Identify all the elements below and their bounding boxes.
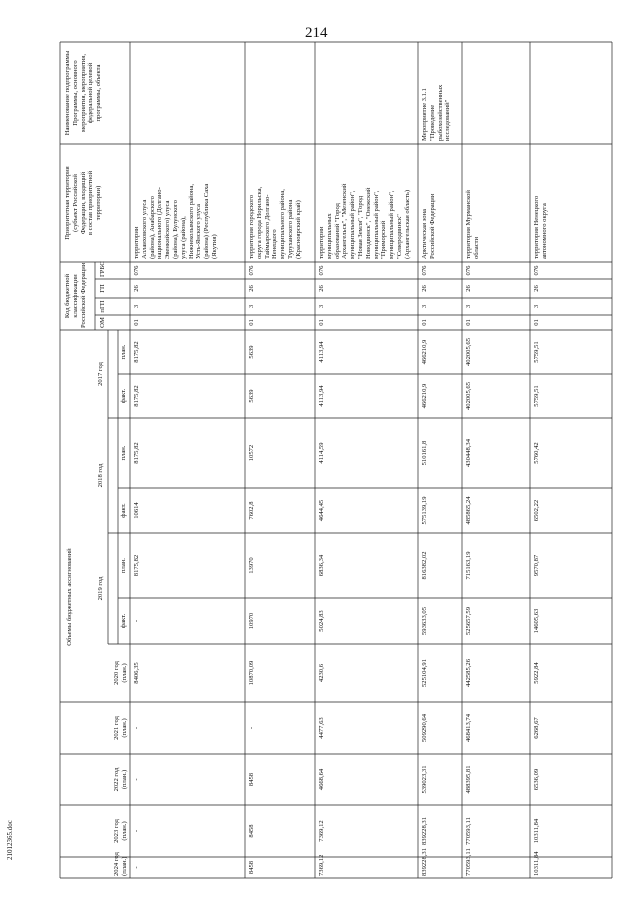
row-3-value-8 bbox=[421, 756, 429, 803]
row-1-value-2-line: 10572 bbox=[248, 444, 255, 462]
row-5-value-2-line: 5760,42 bbox=[533, 442, 540, 464]
row-3-value-2 bbox=[421, 420, 429, 486]
header-plan-4-line: план. bbox=[120, 558, 127, 573]
row-2-territory-line: муниципальный район", bbox=[388, 190, 396, 259]
row-5-value-3-line: 6502,22 bbox=[533, 499, 540, 522]
row-5-grbs bbox=[533, 264, 541, 277]
row-0-territory-line: территории bbox=[133, 226, 140, 259]
row-4-value-10 bbox=[465, 848, 473, 876]
row-1-territory-line: территория городского bbox=[248, 194, 255, 259]
row-5-value-5 bbox=[533, 600, 541, 642]
header-year-2019 bbox=[97, 535, 105, 642]
row-1-gp bbox=[248, 281, 256, 296]
row-3-value-8-line: 539023,31 bbox=[421, 765, 428, 794]
header-year-2020 bbox=[113, 646, 129, 700]
row-3-value-4 bbox=[421, 535, 429, 596]
header-budget-code-line: классификации bbox=[71, 274, 79, 318]
row-2-value-4-line: 6836,34 bbox=[318, 554, 325, 577]
row-0-territory-line: (района) (Республика Саха bbox=[203, 183, 211, 259]
header-year-2024-line: 2024 год bbox=[113, 852, 120, 876]
row-0-grbs bbox=[133, 264, 141, 277]
row-5-value-1 bbox=[533, 376, 541, 416]
header-program-name-line: федеральной целевой bbox=[87, 62, 95, 124]
row-2-value-7 bbox=[318, 704, 326, 752]
header-kbk-2-line: пГП bbox=[99, 300, 106, 313]
row-0-territory-line: национального (Долгано- bbox=[156, 187, 164, 259]
row-4-value-6 bbox=[465, 646, 473, 700]
header-priority-territory-line: в состав приоритетной bbox=[87, 170, 95, 236]
row-4-value-7 bbox=[465, 704, 473, 752]
row-3-value-4-line: 816382,02 bbox=[421, 551, 428, 580]
row-5-value-9 bbox=[533, 807, 541, 855]
row-0-territory-line: Нижнеколымского района, bbox=[187, 183, 195, 259]
row-1-territory-line: Таймырского Долгано- bbox=[263, 194, 271, 259]
header-fact-3 bbox=[120, 490, 128, 531]
row-1-value-6 bbox=[248, 646, 256, 700]
row-2-territory-line: муниципальный район", bbox=[372, 190, 380, 259]
row-4-territory bbox=[465, 190, 481, 259]
row-3-value-6-line: 525104,91 bbox=[421, 658, 428, 688]
row-2-territory-line: территории bbox=[318, 226, 325, 259]
row-2-value-7-line: 4477,63 bbox=[318, 717, 325, 739]
row-5-value-9-line: 10311,84 bbox=[533, 818, 540, 844]
header-fact-1 bbox=[120, 376, 128, 416]
row-2-value-6 bbox=[318, 646, 326, 700]
header-plan-2-line: план. bbox=[120, 445, 127, 461]
row-2-value-10-line: 7369,12 bbox=[318, 854, 325, 876]
row-2-territory bbox=[318, 184, 412, 259]
row-4-value-8 bbox=[465, 756, 473, 803]
row-3-value-9-line: 839228,31 bbox=[421, 816, 428, 846]
row-1-territory-line: Ненецкого bbox=[271, 229, 279, 259]
row-1-value-7 bbox=[248, 704, 256, 752]
row-2-territory-line: "Приморский bbox=[380, 220, 388, 259]
row-2-value-8-line: 4668,64 bbox=[318, 768, 325, 791]
row-3-gp bbox=[421, 281, 429, 296]
row-5-value-3 bbox=[533, 490, 541, 531]
row-4-territory-line: территория Мурманской bbox=[465, 190, 472, 259]
row-5-value-0 bbox=[533, 332, 541, 372]
row-3-pgp-line: 3 bbox=[421, 304, 428, 309]
row-3-value-0-line: 466210,9 bbox=[421, 339, 428, 365]
row-5-territory bbox=[533, 196, 549, 259]
header-year-2020-line: (план.) bbox=[120, 663, 128, 683]
row-4-pgp-line: 3 bbox=[465, 304, 472, 309]
row-1-grbs bbox=[248, 264, 256, 277]
row-0-territory-line: (Якутия) bbox=[210, 234, 218, 259]
row-1-value-9-line: 8458 bbox=[248, 824, 255, 838]
row-2-value-5-line: 5024,83 bbox=[318, 610, 325, 632]
row-3-value-3 bbox=[421, 490, 429, 531]
row-3-program-name-line: рыбохозяйственных bbox=[436, 84, 444, 141]
row-0-value-8 bbox=[133, 756, 141, 803]
row-5-om bbox=[533, 317, 541, 328]
row-3-territory-line: Арктическая зона bbox=[421, 209, 428, 259]
row-0-value-8-line: - bbox=[133, 778, 140, 781]
row-3-program-name-line: Мероприятие 3.1.1 bbox=[421, 88, 428, 141]
row-0-value-2 bbox=[133, 420, 141, 486]
row-3-territory bbox=[421, 194, 437, 259]
row-2-territory-line: муниципальный район", bbox=[349, 190, 357, 259]
row-2-value-0-line: 4113,94 bbox=[318, 341, 325, 363]
row-2-gp-line: 26 bbox=[318, 285, 325, 292]
row-4-value-6-line: 442585,26 bbox=[465, 658, 472, 688]
row-0-value-6-line: 8406,35 bbox=[133, 662, 140, 684]
row-1-grbs-line: 076 bbox=[248, 265, 255, 276]
row-0-grbs-line: 076 bbox=[133, 265, 140, 276]
row-3-territory-line: Российской Федерации bbox=[428, 193, 436, 259]
header-year-2020-line: 2020 год bbox=[113, 661, 120, 685]
row-0-value-3-line: 10614 bbox=[133, 502, 140, 519]
row-0-value-1 bbox=[133, 376, 141, 416]
row-0-value-6 bbox=[133, 646, 141, 700]
row-4-value-3-line: 485865,24 bbox=[465, 496, 472, 525]
row-3-om bbox=[421, 317, 429, 328]
row-2-territory-line: (Архангельская область) bbox=[403, 189, 411, 259]
header-plan-2 bbox=[120, 420, 128, 486]
row-3-value-5 bbox=[421, 600, 429, 642]
header-kbk-1 bbox=[99, 281, 107, 296]
header-program-name-line: Наименование подпрограммы bbox=[64, 50, 71, 136]
row-2-territory-line: "Новая Земля", "Город bbox=[356, 195, 364, 259]
row-0-om bbox=[133, 317, 141, 328]
header-kbk-0 bbox=[99, 261, 107, 277]
header-kbk-2 bbox=[99, 300, 107, 313]
row-0-territory-line: (района), Анабарского bbox=[148, 196, 156, 259]
header-fact-3-line: факт. bbox=[120, 503, 127, 518]
row-1-value-4-line: 13970 bbox=[248, 557, 255, 574]
header-program-name-line: Программы, основного bbox=[71, 60, 79, 126]
row-1-value-0-line: 5639 bbox=[248, 345, 255, 359]
row-1-value-7-line: - bbox=[248, 726, 255, 730]
row-5-pgp bbox=[533, 300, 541, 313]
header-kbk-0-line: ГРБС bbox=[99, 261, 106, 277]
row-4-value-3 bbox=[465, 490, 473, 531]
header-budget-code-line: Российской Федерации bbox=[79, 262, 87, 328]
row-2-pgp-line: 3 bbox=[318, 304, 325, 309]
header-kbk-3-line: ОМ bbox=[99, 317, 106, 328]
header-kbk-3 bbox=[99, 317, 107, 328]
row-2-territory-line: муниципальных bbox=[325, 213, 333, 259]
row-4-value-5-line: 525657,59 bbox=[465, 606, 472, 636]
row-2-value-2 bbox=[318, 420, 326, 486]
header-year-2019-line: 2019 год bbox=[97, 576, 104, 601]
row-3-value-3-line: 575139,19 bbox=[421, 496, 428, 525]
header-year-2018 bbox=[97, 420, 105, 531]
header-program-name bbox=[64, 44, 103, 142]
row-3-grbs-line: 076 bbox=[421, 265, 428, 276]
row-2-value-8 bbox=[318, 756, 326, 803]
row-1-territory-line: (Красноярский край) bbox=[294, 200, 302, 259]
row-2-om-line: 01 bbox=[318, 319, 325, 326]
row-0-value-9 bbox=[133, 807, 141, 855]
row-5-value-10-line: 10311,84 bbox=[533, 851, 540, 876]
row-1-value-5-line: 10970 bbox=[248, 612, 255, 630]
row-5-value-6 bbox=[533, 646, 541, 700]
row-4-value-8-line: 488395,81 bbox=[465, 765, 472, 794]
row-2-value-1-line: 4113,94 bbox=[318, 385, 325, 407]
row-1-value-2 bbox=[248, 420, 256, 486]
row-3-program-name-line: "Проведение bbox=[428, 104, 436, 141]
row-0-gp-line: 26 bbox=[133, 285, 140, 292]
row-4-grbs-line: 076 bbox=[465, 265, 472, 276]
row-4-value-4-line: 715163,19 bbox=[465, 551, 472, 580]
row-0-value-9-line: - bbox=[133, 829, 140, 833]
row-0-value-10 bbox=[133, 859, 141, 876]
row-2-territory-line: "Северодвинск" bbox=[395, 214, 403, 259]
row-1-value-10-line: 8458 bbox=[248, 860, 255, 875]
header-year-2023-line: 2023 год bbox=[113, 819, 120, 843]
header-budget-volumes-line: Объемы бюджетных ассигнований bbox=[66, 548, 73, 646]
row-2-om bbox=[318, 317, 326, 328]
row-2-grbs bbox=[318, 264, 326, 277]
row-1-territory-line: муниципального района, bbox=[279, 189, 287, 259]
row-0-value-3 bbox=[133, 490, 141, 531]
row-2-grbs-line: 076 bbox=[318, 265, 325, 276]
header-budget-code-line: Код бюджетной bbox=[64, 273, 71, 319]
row-3-value-5-line: 593633,05 bbox=[421, 606, 428, 636]
header-fact-1-line: факт. bbox=[120, 388, 127, 404]
row-2-pgp bbox=[318, 300, 326, 313]
footer-filename: 21012365.doc bbox=[6, 820, 14, 860]
row-1-value-6-line: 10870,09 bbox=[248, 660, 255, 686]
row-1-value-1-line: 5639 bbox=[248, 389, 255, 403]
row-0-territory bbox=[133, 184, 219, 259]
row-4-value-1-line: 402005,65 bbox=[465, 381, 472, 411]
row-4-gp-line: 26 bbox=[465, 285, 472, 292]
row-4-om bbox=[465, 317, 473, 328]
header-year-2021 bbox=[113, 704, 129, 752]
header-plan-4 bbox=[120, 535, 128, 596]
row-4-value-2 bbox=[465, 420, 473, 486]
row-5-gp bbox=[533, 281, 541, 296]
row-1-value-8-line: 8458 bbox=[248, 772, 255, 787]
row-3-value-1 bbox=[421, 376, 429, 416]
row-0-value-7-line: - bbox=[133, 726, 140, 730]
row-2-value-2-line: 4114,59 bbox=[318, 442, 325, 464]
header-year-2021-line: 2021 год bbox=[113, 716, 120, 740]
row-0-value-5-line: - bbox=[133, 619, 140, 623]
row-5-value-6-line: 5922,84 bbox=[533, 662, 540, 684]
header-program-name-line: программы, объекта bbox=[95, 64, 103, 122]
row-5-value-5-line: 14605,63 bbox=[533, 608, 540, 634]
row-0-value-0-line: 8175,82 bbox=[133, 341, 140, 363]
header-plan-0-line: план. bbox=[120, 344, 127, 360]
row-2-territory-line: Архангельск", "Мезенский bbox=[341, 183, 349, 259]
row-1-value-9 bbox=[248, 807, 256, 855]
row-5-value-8 bbox=[533, 756, 541, 803]
page-number: 214 bbox=[305, 25, 328, 41]
row-2-value-4 bbox=[318, 535, 326, 596]
row-1-value-3-line: 7602,8 bbox=[248, 501, 255, 520]
row-4-value-4 bbox=[465, 535, 473, 596]
row-2-value-6-line: 4230,6 bbox=[318, 663, 325, 683]
row-2-territory-line: образований "Город bbox=[333, 203, 341, 259]
row-5-value-10 bbox=[533, 851, 541, 876]
row-0-value-10-line: - bbox=[133, 866, 140, 869]
row-0-value-4-line: 8175,82 bbox=[133, 554, 140, 577]
row-5-value-1-line: 5759,51 bbox=[533, 385, 540, 407]
row-4-gp bbox=[465, 281, 473, 296]
row-3-pgp bbox=[421, 300, 429, 313]
row-4-value-2-line: 430448,34 bbox=[465, 438, 472, 468]
row-3-gp-line: 26 bbox=[421, 285, 428, 292]
header-priority-territory-line: (субъект Российской bbox=[71, 174, 79, 232]
row-0-value-0 bbox=[133, 332, 141, 372]
row-0-om-line: 01 bbox=[133, 319, 140, 326]
row-1-territory-line: Туруханского района bbox=[286, 199, 294, 259]
row-0-value-2-line: 8175,82 bbox=[133, 442, 140, 464]
row-2-gp bbox=[318, 281, 326, 296]
row-2-value-9 bbox=[318, 807, 326, 855]
row-1-value-10 bbox=[248, 859, 256, 876]
row-4-territory-line: области bbox=[472, 236, 480, 259]
row-3-value-10-line: 839228,31 bbox=[421, 847, 428, 876]
row-1-value-8 bbox=[248, 756, 256, 803]
row-2-territory-line: Новодвинск", "Онежский bbox=[364, 187, 372, 259]
row-0-territory-line: (района), Булунского bbox=[171, 200, 179, 259]
row-0-pgp bbox=[133, 300, 141, 313]
row-3-om-line: 01 bbox=[421, 319, 428, 326]
row-0-territory-line: Эвенкийского) улуса bbox=[164, 200, 172, 259]
row-5-pgp-line: 3 bbox=[533, 304, 540, 309]
row-1-pgp-line: 3 bbox=[248, 304, 255, 309]
row-4-value-7-line: 468413,74 bbox=[465, 713, 472, 743]
row-5-gp-line: 26 bbox=[533, 285, 540, 292]
row-0-value-5 bbox=[133, 600, 141, 642]
row-0-value-4 bbox=[133, 535, 141, 596]
row-3-value-0 bbox=[421, 332, 429, 372]
row-5-value-7 bbox=[533, 704, 541, 752]
row-0-value-1-line: 8175,82 bbox=[133, 385, 140, 407]
header-program-name-line: мероприятия, мероприятия, bbox=[79, 54, 87, 132]
row-4-value-0 bbox=[465, 332, 473, 372]
row-3-value-7-line: 509290,64 bbox=[421, 713, 428, 743]
row-5-value-8-line: 6536,09 bbox=[533, 768, 540, 791]
row-2-value-0 bbox=[318, 332, 326, 372]
row-1-pgp bbox=[248, 300, 256, 313]
row-1-value-3 bbox=[248, 490, 256, 531]
row-1-value-5 bbox=[248, 600, 256, 642]
row-3-program-name-line: исследований" bbox=[444, 99, 452, 141]
row-4-om-line: 01 bbox=[465, 319, 472, 326]
header-year-2022-line: 2022 год bbox=[113, 767, 120, 792]
row-0-territory-line: Аллаиховского улуса bbox=[140, 199, 148, 259]
row-4-value-0-line: 402005,65 bbox=[465, 337, 472, 367]
row-1-territory-line: округа города Норильска, bbox=[255, 186, 263, 259]
header-priority-territory-line: территории) bbox=[95, 185, 103, 221]
row-5-grbs-line: 076 bbox=[533, 265, 540, 276]
header-year-2024-line: (план.) bbox=[120, 856, 128, 876]
row-5-value-4-line: 9570,87 bbox=[533, 554, 540, 577]
row-5-om-line: 01 bbox=[533, 319, 540, 326]
row-1-value-4 bbox=[248, 535, 256, 596]
row-0-pgp-line: 3 bbox=[133, 304, 140, 309]
header-year-2021-line: (план.) bbox=[120, 718, 128, 738]
row-2-value-5 bbox=[318, 600, 326, 642]
header-year-2023 bbox=[113, 807, 129, 855]
row-2-value-10 bbox=[318, 854, 326, 876]
row-0-territory-line: Усть-Янского улуса bbox=[195, 204, 203, 259]
row-4-value-10-line: 770593,11 bbox=[465, 848, 472, 876]
row-0-territory-line: улуса (района), bbox=[179, 216, 187, 259]
row-2-value-3 bbox=[318, 490, 326, 531]
row-4-value-5 bbox=[465, 600, 473, 642]
row-4-value-9-line: 770593,11 bbox=[465, 817, 472, 845]
row-4-pgp bbox=[465, 300, 473, 313]
row-3-program-name bbox=[421, 85, 452, 141]
header-year-2022-line: (план.) bbox=[120, 769, 128, 790]
row-1-gp-line: 26 bbox=[248, 285, 255, 292]
header-year-2023-line: (план.) bbox=[120, 821, 128, 841]
row-1-territory bbox=[248, 187, 303, 259]
header-priority-territory-line: Федерации, входящий bbox=[79, 171, 87, 235]
row-2-value-9-line: 7369,12 bbox=[318, 820, 325, 842]
row-1-value-0 bbox=[248, 332, 256, 372]
header-year-2017-line: 2017 год bbox=[97, 362, 104, 386]
row-5-territory-line: территория Ненецкого bbox=[533, 195, 540, 259]
row-3-value-7 bbox=[421, 704, 429, 752]
header-priority-territory bbox=[64, 146, 103, 260]
row-5-value-4 bbox=[533, 535, 541, 596]
row-3-grbs bbox=[421, 264, 429, 277]
header-budget-code bbox=[64, 264, 87, 328]
row-4-grbs bbox=[465, 264, 473, 277]
row-2-value-1 bbox=[318, 376, 326, 416]
header-budget-volumes bbox=[66, 477, 74, 717]
row-2-value-3-line: 4644,45 bbox=[318, 499, 325, 522]
row-5-value-7-line: 6268,67 bbox=[533, 717, 540, 739]
row-3-value-2-line: 510161,8 bbox=[421, 440, 428, 466]
header-kbk-1-line: ГП bbox=[99, 284, 106, 293]
row-1-value-1 bbox=[248, 376, 256, 416]
row-5-value-0-line: 5759,51 bbox=[533, 341, 540, 363]
header-year-2017 bbox=[97, 332, 105, 416]
header-plan-0 bbox=[120, 332, 128, 372]
row-5-value-2 bbox=[533, 420, 541, 486]
row-1-om-line: 01 bbox=[248, 319, 255, 326]
header-year-2018-line: 2018 год bbox=[97, 463, 104, 488]
row-3-value-10 bbox=[421, 847, 429, 876]
header-year-2022 bbox=[113, 756, 129, 803]
header-fact-5-line: факт. bbox=[120, 613, 127, 629]
row-3-value-6 bbox=[421, 646, 429, 700]
header-priority-territory-line: Приоритетная территория bbox=[64, 166, 71, 240]
header-year-2024 bbox=[113, 852, 129, 876]
row-4-value-1 bbox=[465, 376, 473, 416]
row-3-value-1-line: 466210,9 bbox=[421, 383, 428, 409]
row-5-territory-line: автономного округа bbox=[540, 203, 548, 259]
row-1-om bbox=[248, 317, 256, 328]
row-0-gp bbox=[133, 281, 141, 296]
row-0-value-7 bbox=[133, 704, 141, 752]
header-fact-5 bbox=[120, 600, 128, 642]
